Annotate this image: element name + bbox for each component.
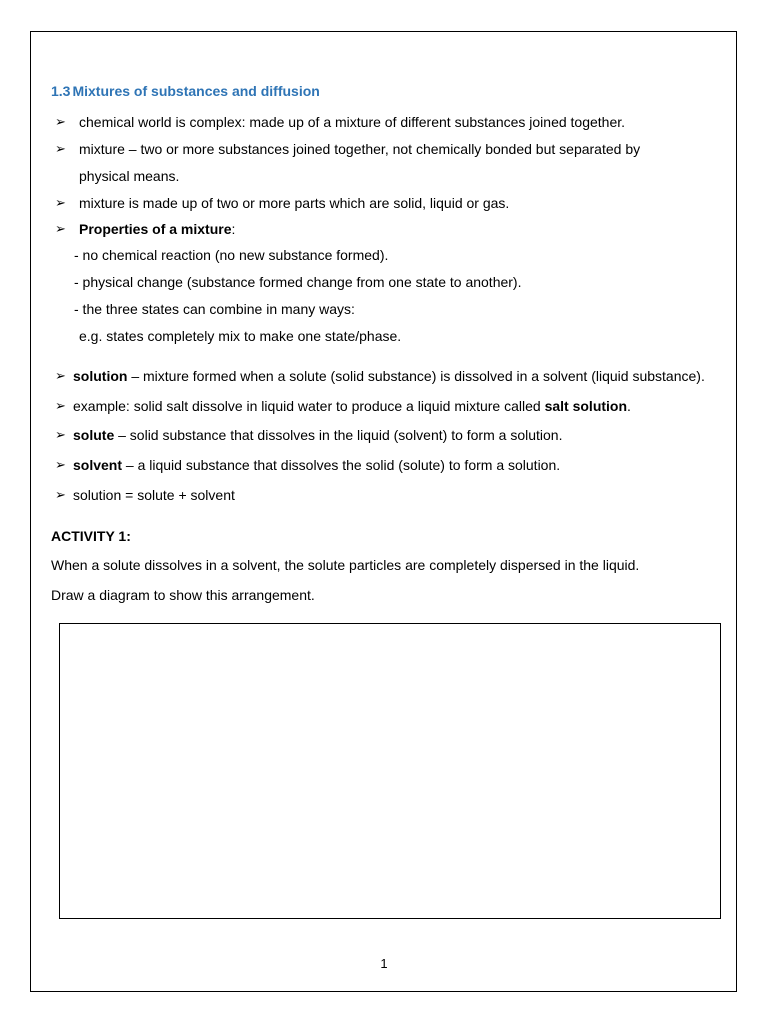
bullet-mixture-definition-line2: physical means.: [79, 168, 180, 184]
property-three-states: - the three states can combine in many ways:: [74, 301, 355, 317]
definition-solvent: solvent – a liquid substance that dissolves the solid (solute) to form a solution.: [73, 457, 561, 473]
activity-instruction-line2: Draw a diagram to show this arrangement.: [51, 587, 315, 603]
definition-example: example: solid salt dissolve in liquid water to produce a liquid mixture called salt solution.: [73, 398, 631, 414]
bullet-arrow-icon: ➢: [55, 141, 66, 156]
bullet-arrow-icon: ➢: [55, 114, 66, 129]
section-number: 1.3: [51, 83, 71, 99]
bullet-arrow-icon: ➢: [55, 457, 66, 472]
bullet-mixture-definition-line1: mixture – two or more substances joined together, not chemically bonded but separated by: [79, 141, 641, 157]
section-heading: [51, 82, 320, 100]
bullet-arrow-icon: ➢: [55, 195, 66, 210]
bullet-properties-heading: [79, 220, 235, 238]
properties-colon: :: [231, 221, 236, 237]
property-physical-change: - physical change (substance formed change from one state to another).: [74, 274, 522, 290]
activity-title: ACTIVITY 1:: [51, 528, 131, 544]
definition-equation: solution = solute + solvent: [73, 487, 235, 503]
properties-label: Properties of a mixture: [79, 221, 232, 237]
section-title: Mixtures of substances and diffusion: [72, 83, 320, 99]
definition-solution: solution – mixture formed when a solute (solid substance) is dissolved in a solvent (liquid substance).: [73, 368, 705, 384]
bullet-arrow-icon: ➢: [55, 221, 66, 236]
definition-solute: solute – solid substance that dissolves in the liquid (solvent) to form a solution.: [73, 427, 563, 443]
page-number: 1: [380, 956, 388, 971]
bullet-arrow-icon: ➢: [55, 398, 66, 413]
property-no-reaction: - no chemical reaction (no new substance formed).: [74, 247, 389, 263]
diagram-drawing-box[interactable]: [59, 623, 721, 919]
activity-instruction-line1: When a solute dissolves in a solvent, the solute particles are completely dispersed in the liquid.: [51, 557, 640, 573]
bullet-chemical-world: chemical world is complex: made up of a mixture of different substances joined together.: [79, 114, 626, 130]
property-example: e.g. states completely mix to make one state/phase.: [79, 328, 402, 344]
bullet-arrow-icon: ➢: [55, 427, 66, 442]
bullet-mixture-parts: mixture is made up of two or more parts which are solid, liquid or gas.: [79, 195, 510, 211]
bullet-arrow-icon: ➢: [55, 368, 66, 383]
bullet-arrow-icon: ➢: [55, 487, 66, 502]
